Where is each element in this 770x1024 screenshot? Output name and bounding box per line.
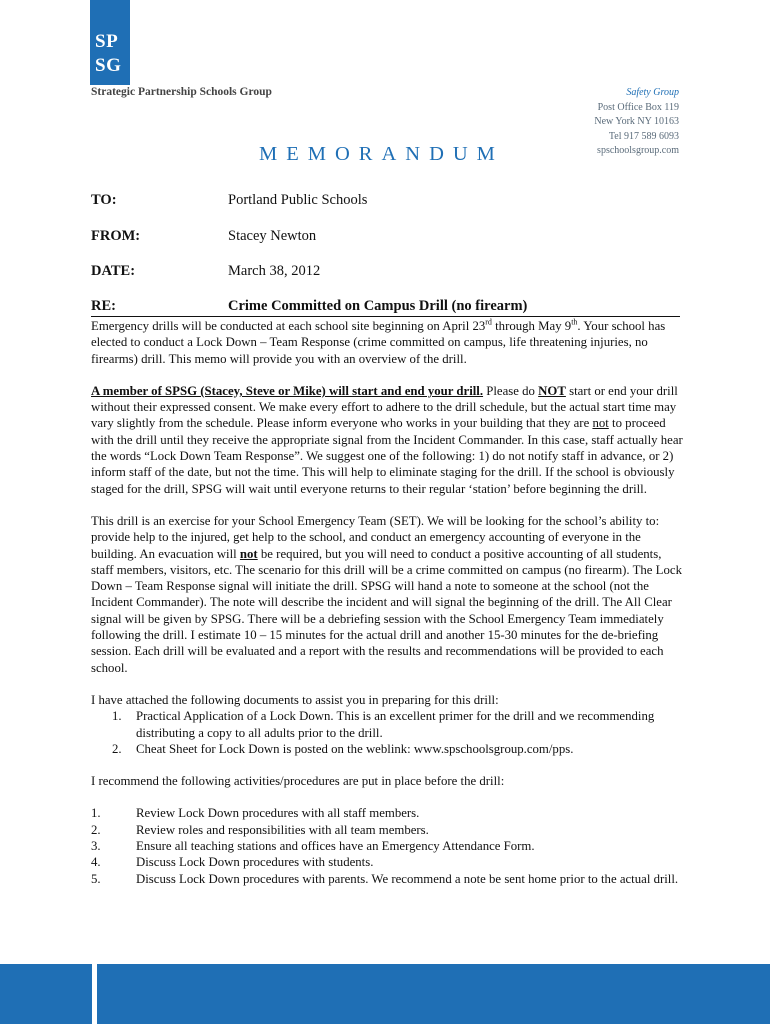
list-item-text: Cheat Sheet for Lock Down is posted on the weblink: www.spschoolsgroup.com/pps.: [136, 741, 574, 756]
list-item-text: Discuss Lock Down procedures with students.: [136, 855, 374, 870]
p2-text-a: Please do: [483, 383, 539, 398]
contact-web: spschoolsgroup.com: [597, 145, 679, 156]
list-item: [91, 805, 683, 821]
p1-text-a: Emergency drills will be conducted at each school site beginning on April 23: [91, 319, 486, 333]
list-item-number: 2.: [112, 741, 122, 756]
to-label: TO:: [91, 192, 117, 208]
paragraph-exercise: [91, 513, 683, 676]
footer-bar-right: [97, 964, 770, 1024]
memo-title: MEMORANDUM: [259, 143, 504, 165]
list-item: [91, 822, 683, 838]
contact-po-box: Post Office Box 119: [597, 101, 679, 113]
list-item-number: 4.: [91, 855, 101, 870]
date-label: DATE:: [91, 263, 136, 279]
contact-group: Safety Group: [626, 87, 679, 98]
logo-text: [95, 30, 121, 78]
paragraph-activities-intro: I recommend the following activities/procedures are put in place before the drill:: [91, 774, 505, 789]
list-item-number: 5.: [91, 871, 101, 886]
list-item-text: Discuss Lock Down procedures with parents. We recommend a note be sent home prior to the actual drill.: [136, 871, 679, 886]
list-item-number: 1.: [112, 709, 122, 724]
list-item: [91, 871, 683, 887]
p1-text-b: through May 9: [491, 319, 572, 333]
logo-line-2: SG: [95, 55, 122, 76]
from-label: FROM:: [91, 228, 141, 244]
re-label: RE:: [91, 298, 116, 314]
p2-lead: A member of SPSG (Stacey, Steve or Mike) will start and end your drill.: [91, 383, 484, 398]
footer-bar-left: [0, 964, 92, 1024]
contact-city: New York NY 10163: [594, 116, 679, 127]
list-item: [91, 854, 683, 870]
list-item-text: Ensure all teaching stations and offices have an Emergency Attendance Form.: [136, 839, 535, 854]
list-item-text: Review Lock Down procedures with all staff members.: [136, 806, 420, 821]
p1-sup-1: rd: [485, 317, 492, 327]
list-item-number: 1.: [91, 806, 101, 821]
org-name: Strategic Partnership Schools Group: [91, 86, 272, 98]
p3-not: not: [239, 546, 258, 561]
logo: [90, 0, 130, 85]
list-item-number: 3.: [91, 839, 101, 854]
p2-text-b: start or end your drill without their expressed consent. We make every effort to adhere to the drill schedule, but the actual start time may vary slightly from the schedule. Please inform everyone who works in your building that they are: [91, 383, 678, 431]
memo-body: [91, 318, 683, 887]
to-value: Portland Public Schools: [228, 192, 368, 208]
paragraph-start-end: [91, 383, 683, 497]
list-item-text: Review roles and responsibilities with all team members.: [136, 822, 429, 837]
p2-not-2: not: [592, 416, 609, 431]
activities-list: [91, 805, 683, 886]
contact-block: [594, 86, 679, 159]
from-value: Stacey Newton: [228, 228, 317, 244]
p3-text-b: be required, but you will need to conduct a positive accounting of all students, staff members, visitors, etc. The scenario for this drill will be a crime committed on campus (no firearm). The Lock Down – Team Response signal will initiate the drill. SPSG will hand a note to someone at the school (not the Incident Commander). The note will describe the incident and will signal the beginning of the drill. The All Clear signal will be given by SPSG. There will be a debriefing session with the School Emergency Team immediately following the drill. I estimate 10 – 15 minutes for the actual drill and another 15-30 minutes for the de-briefing session. Each drill will be evaluated and a report with the results and recommendations will be provided to each school.: [91, 546, 682, 675]
list-item: [91, 741, 683, 757]
re-value: Crime Committed on Campus Drill (no firearm): [228, 298, 528, 314]
contact-tel: Tel 917 589 6093: [608, 130, 679, 142]
p2-text-c: to proceed with the drill until they receive the appropriate signal from the Incident Commander. In this case, staff actually hear the words “Lock Down Team Response”. We suggest one of the following: 1) do not notify staff in advance, or 2) inform staff of the date, but not the time. This will help to eliminate staging for the drill. If the school is obviously staged for the drill, SPSG will wait until everyone returns to their regular ‘station’ before beginning the drill.: [91, 416, 683, 496]
attachments-list: [91, 708, 683, 757]
list-item: [91, 708, 683, 741]
divider: [91, 316, 680, 317]
logo-line-1: SP: [95, 31, 119, 52]
p1-sup-2: th: [571, 317, 578, 327]
paragraph-overview: [91, 318, 683, 367]
p1-text-c: . Your school has elected to conduct a Lock Down – Team Response (crime committed on campus, life threatening injuries, no firearms) drill. This memo will provide you with an overview of the drill.: [91, 319, 666, 366]
list-item: [91, 838, 683, 854]
date-value: March 38, 2012: [228, 263, 321, 279]
list-item-text: Practical Application of a Lock Down. This is an excellent primer for the drill and we recommending distributing a copy to all adults prior to the drill.: [136, 709, 655, 740]
paragraph-attachments-intro: I have attached the following documents to assist you in preparing for this drill:: [91, 692, 499, 707]
p3-text-a: This drill is an exercise for your School Emergency Team (SET). We will be looking for the school’s ability to: provide help to the injured, get help to the school, and conduct an emergency accounting of everyone in the building. An evacuation will: [91, 513, 660, 561]
list-item-number: 2.: [91, 822, 101, 837]
p2-not-1: NOT: [538, 383, 566, 398]
